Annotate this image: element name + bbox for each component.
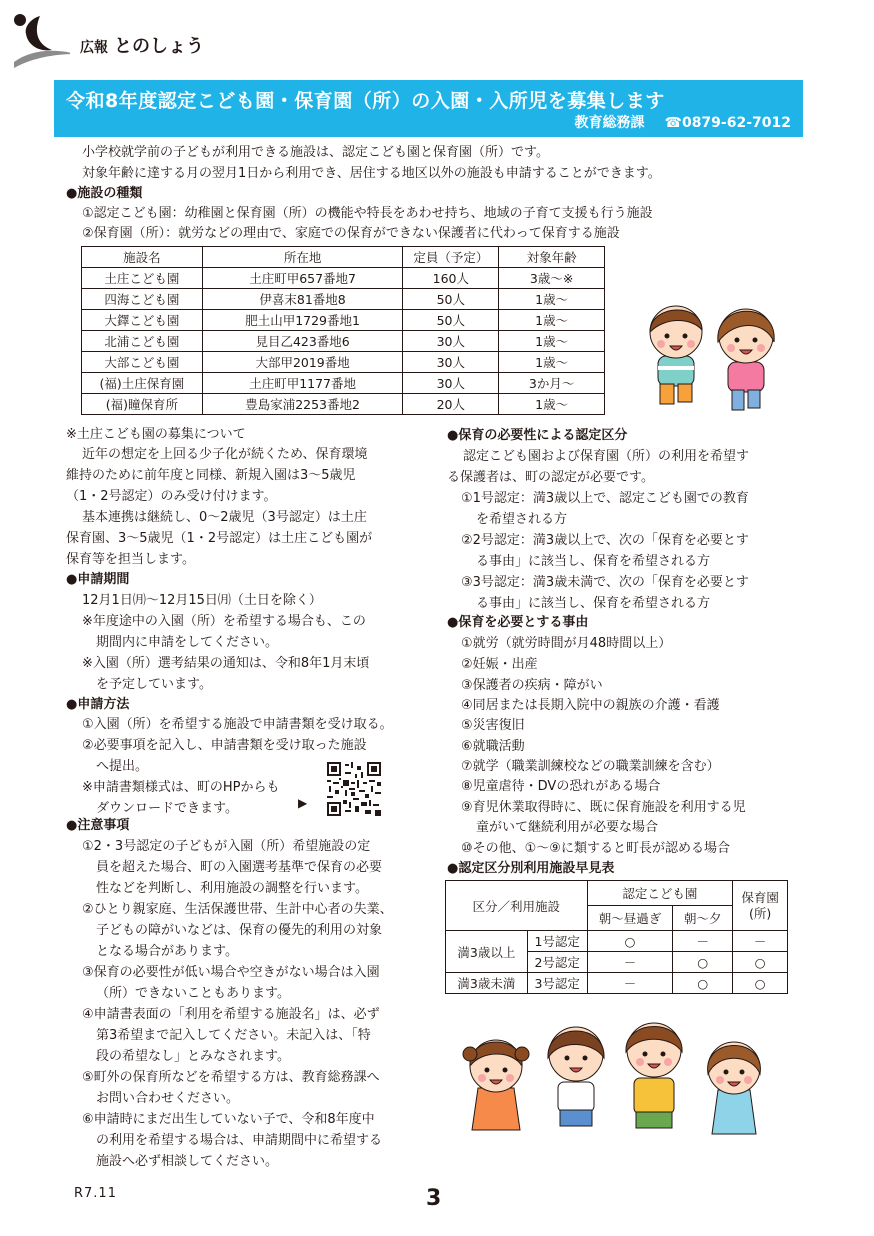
arrow-right-icon: ▶ (298, 796, 308, 810)
table-cell: － (587, 952, 673, 973)
table-row (82, 289, 605, 310)
facility-type-2: ②保育園（所）：就労などの理由で、家庭での保育ができない保護者に代わって保育する施設 (82, 226, 620, 241)
method-line: ①入園（所）を希望する施設で申請書類を受け取る。 (82, 717, 393, 732)
table-cell: 160人 (403, 268, 499, 289)
certification-line: る事由」に該当し、保育を希望される方 (476, 596, 711, 611)
reasons-line: ⑩その他、①～⑨に類すると町長が認める場合 (461, 841, 730, 856)
intro-line-1: 小学校就学前の子どもが利用できる施設は、認定こども園と保育園（所）です。 (82, 145, 549, 160)
table-cell: 1歳～ (499, 310, 605, 331)
children-illustration-icon (636, 292, 786, 418)
table-row (82, 352, 605, 373)
table-cell: (福)瞳保育所 (82, 394, 203, 415)
notes-line: ②ひとり親家庭、生活保護世帯、生計中心者の失業、 (82, 902, 393, 917)
table-cell: 30人 (403, 352, 499, 373)
certification-line: を希望される方 (476, 512, 568, 527)
notes-line: 性などを判断し、利用施設の調整を行います。 (96, 881, 368, 896)
table-row (82, 394, 605, 415)
reasons-line: ⑤災害復旧 (461, 718, 525, 733)
table-cell: 大鐸こども園 (82, 310, 203, 331)
period-line: ※年度途中の入園（所）を希望する場合も、この (82, 614, 366, 629)
table-cell: 20人 (403, 394, 499, 415)
hoiku-label: 保育園 (741, 889, 779, 905)
notes-line: （所）できないこともあります。 (96, 986, 290, 1001)
tonosho-note-heading: ※土庄こども園の募集について (66, 427, 246, 442)
method-heading: ●申請方法 (66, 697, 130, 712)
table-row (82, 331, 605, 352)
certification-line: る事由」に該当し、保育を希望される方 (476, 554, 711, 569)
notes-line: 第3希望まで記入してください。未記入は、「特 (96, 1028, 371, 1043)
certification-line: ③3号認定：満3歳未満で、次の「保育を必要とす (461, 575, 749, 590)
table-header-cell: 定員（予定） (403, 247, 499, 268)
table-row (82, 268, 605, 289)
tonosho-note-line: 保育等を担当します。 (66, 552, 195, 567)
table-cell: 3号認定 (527, 973, 587, 994)
notes-line: ④申請書表面の「利用を希望する施設名」は、必ず (82, 1007, 380, 1022)
table-cell: 大部こども園 (82, 352, 203, 373)
method-line: へ提出。 (96, 759, 149, 774)
table-cell: 満3歳未満 (446, 973, 528, 994)
table-row (446, 931, 788, 952)
reasons-line: ③保護者の疾病・障がい (461, 678, 603, 693)
intro-line-2: 対象年齢に達する月の翌月1日から利用でき、居住する地区以外の施設も申請することができます。 (82, 166, 661, 181)
reasons-heading: ●保育を必要とする事由 (447, 615, 589, 630)
notes-line: ①2・3号認定の子どもが入園（所）希望施設の定 (82, 839, 371, 854)
table-cell: 30人 (403, 331, 499, 352)
table-cell: 50人 (403, 310, 499, 331)
table-header-cell: 朝～夕 (673, 906, 733, 931)
notes-line: となる場合があります。 (96, 944, 238, 959)
period-heading: ●申請期間 (66, 572, 130, 587)
table-cell: ○ (733, 973, 788, 994)
table-header-cell: 朝～昼過ぎ (587, 906, 673, 931)
group-children-illustration-icon (456, 1018, 776, 1148)
notes-line: 段の希望なし」とみなされます。 (96, 1049, 290, 1064)
table-cell: － (587, 973, 673, 994)
table-cell: 30人 (403, 373, 499, 394)
brand-small: 広報 (80, 40, 108, 56)
page-title: 令和8年度認定こども園・保育園（所）の入園・入所児を募集します (66, 90, 665, 112)
table-row (446, 881, 788, 906)
reasons-line: ①就労（就労時間が月48時間以上） (461, 636, 672, 651)
table-header-cell: 対象年齢 (499, 247, 605, 268)
notes-line: 施設へ必ず相談してください。 (96, 1154, 279, 1169)
reasons-line: ⑨育児休業取得時に、既に保育施設を利用する児 (461, 800, 746, 815)
page-number: 3 (426, 1186, 442, 1211)
header-bar (54, 80, 803, 137)
notes-line: ⑤町外の保育所などを希望する方は、教育総務課へ (82, 1070, 380, 1085)
brand-big: とのしょう (114, 36, 204, 57)
table-cell: ○ (733, 952, 788, 973)
reasons-line: ⑦就学（職業訓練校などの職業訓練を含む） (461, 759, 720, 774)
notes-line: 員を超えた場合、町の入園選考基準で保育の必要 (96, 860, 383, 875)
table-header-cell: 区分／利用施設 (446, 881, 588, 931)
department-contact (575, 112, 791, 132)
table-cell: 1歳～ (499, 289, 605, 310)
table-cell: 1歳～ (499, 394, 605, 415)
notes-line: お問い合わせください。 (96, 1091, 240, 1106)
facility-table-header (82, 247, 605, 268)
certification-line: ②2号認定：満3歳以上で、次の「保育を必要とす (461, 533, 749, 548)
department-name: 教育総務課 (574, 115, 645, 131)
certification-line: る保護者は、町の認定が必要です。 (447, 470, 654, 485)
certification-line: 認定こども園および保育園（所）の利用を希望す (463, 449, 750, 464)
tonosho-note-line: 基本連携は継続し、0～2歳児（3号認定）は土庄 (82, 510, 367, 525)
quick-reference-table (445, 880, 788, 994)
notes-line: ⑥申請時にまだ出生していない子で、令和8年度中 (82, 1112, 375, 1127)
table-cell: 1歳～ (499, 331, 605, 352)
table-cell: ○ (673, 973, 733, 994)
table-cell: 見目乙423番地6 (202, 331, 403, 352)
table-cell: 1号認定 (527, 931, 587, 952)
table-cell: － (673, 931, 733, 952)
table-header-cell: 認定こども園 (587, 881, 733, 906)
reasons-line: ⑥就職活動 (461, 739, 525, 754)
phone-number: ☎0879-62-7012 (664, 115, 791, 131)
reasons-line: ④同居または長期入院中の親族の介護・看護 (461, 698, 720, 713)
issue-label: R7.11 (74, 1186, 117, 1201)
table-cell: － (733, 931, 788, 952)
facility-table (81, 246, 605, 415)
period-line: 期間内に申請をしてください。 (96, 635, 279, 650)
table-cell: 土庄町甲657番地7 (202, 268, 403, 289)
notes-heading: ●注意事項 (66, 818, 130, 833)
period-line: を予定しています。 (96, 677, 212, 692)
tonosho-note-line: 維持のために前年度と同様、新規入園は3～5歳児 (66, 468, 356, 483)
table-cell: 豊島家浦2253番地2 (202, 394, 403, 415)
notes-line: ③保育の必要性が低い場合や空きがない場合は入園 (82, 965, 380, 980)
table-cell: 大部甲2019番地 (202, 352, 403, 373)
facility-types-heading: ●施設の種類 (66, 186, 143, 201)
table-cell: 土庄こども園 (82, 268, 203, 289)
method-line: ダウンロードできます。 (96, 801, 238, 816)
qr-code-icon[interactable] (327, 762, 381, 816)
reasons-line: ⑧児童虐待・DVの恐れがある場合 (461, 779, 661, 794)
table-header-cell: 施設名 (82, 247, 203, 268)
notes-line: の利用を希望する場合は、申請期間中に希望する (96, 1133, 383, 1148)
table-cell: 肥土山甲1729番地1 (202, 310, 403, 331)
table-cell: 2号認定 (527, 952, 587, 973)
tonosho-note-line: （1・2号認定）のみ受け付けます。 (66, 489, 277, 504)
method-line: ※申請書類様式は、町のHPからも (82, 780, 280, 795)
table-row (446, 973, 788, 994)
table-cell: 土庄町甲1177番地 (202, 373, 403, 394)
reasons-line: 童がいて継続利用が必要な場合 (476, 820, 659, 835)
facility-type-1: ①認定こども園：幼稚園と保育園（所）の機能や特長をあわせ持ち、地域の子育て支援も行う施設 (82, 206, 653, 221)
quick-table-heading: ●認定区分別利用施設早見表 (447, 861, 615, 876)
hoiku-suffix: (所) (748, 905, 772, 921)
table-cell: ○ (673, 952, 733, 973)
reasons-line: ②妊娠・出産 (461, 657, 538, 672)
table-header-cell: 所在地 (202, 247, 403, 268)
tonosho-note-line: 近年の想定を上回る少子化が続くため、保育環境 (82, 447, 368, 462)
certification-heading: ●保育の必要性による認定区分 (447, 428, 628, 443)
table-cell: 北浦こども園 (82, 331, 203, 352)
period-line: 12月1日㈪～12月15日㈪（土日を除く） (82, 593, 322, 608)
table-cell: 3歳～※ (499, 268, 605, 289)
brand-logo-icon (10, 10, 70, 70)
table-cell: (福)土庄保育園 (82, 373, 203, 394)
brand-name (80, 32, 204, 58)
table-header-cell (733, 881, 788, 931)
table-cell: 四海こども園 (82, 289, 203, 310)
table-cell: 50人 (403, 289, 499, 310)
table-cell: 満3歳以上 (446, 931, 528, 973)
tonosho-note-line: 保育園、3～5歳児（1・2号認定）は土庄こども園が (66, 531, 373, 546)
table-cell: 1歳～ (499, 352, 605, 373)
notes-line: 子どもの障がいなどは、保育の優先的利用の対象 (96, 923, 383, 938)
table-cell: 3か月～ (499, 373, 605, 394)
table-row (82, 310, 605, 331)
table-cell: ○ (587, 931, 673, 952)
certification-line: ①1号認定：満3歳以上で、認定こども園での教育 (461, 491, 749, 506)
method-line: ②必要事項を記入し、申請書類を受け取った施設 (82, 738, 367, 753)
table-cell: 伊喜末81番地8 (202, 289, 403, 310)
table-row (82, 373, 605, 394)
period-line: ※入園（所）選考結果の通知は、令和8年1月末頃 (82, 656, 370, 671)
